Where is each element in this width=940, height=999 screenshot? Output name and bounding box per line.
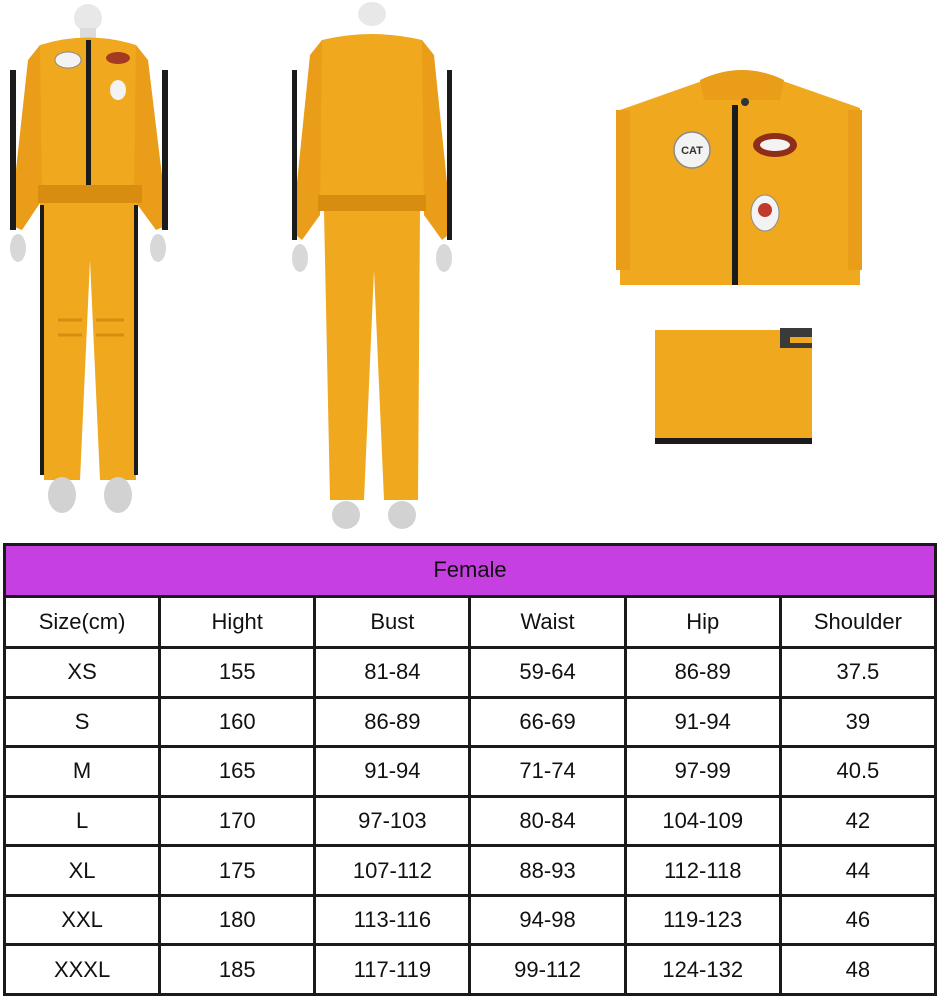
- cell-bust: 113-116: [315, 895, 470, 945]
- cell-bust: 107-112: [315, 846, 470, 896]
- cell-shoulder: 40.5: [780, 747, 935, 797]
- cell-shoulder: 39: [780, 697, 935, 747]
- cell-hight: 180: [160, 895, 315, 945]
- cell-bust: 97-103: [315, 796, 470, 846]
- cell-size: XL: [5, 846, 160, 896]
- table-row: [5, 945, 936, 995]
- cell-hip: 86-89: [625, 648, 780, 698]
- cell-shoulder: 44: [780, 846, 935, 896]
- table-row: [5, 747, 936, 797]
- cell-hip: 97-99: [625, 747, 780, 797]
- table-row: [5, 846, 936, 896]
- cell-hight: 160: [160, 697, 315, 747]
- cell-size: M: [5, 747, 160, 797]
- cell-waist: 80-84: [470, 796, 625, 846]
- cell-hight: 185: [160, 945, 315, 995]
- table-row: [5, 697, 936, 747]
- table-header-row: [5, 596, 936, 648]
- cell-waist: 88-93: [470, 846, 625, 896]
- cell-hip: 124-132: [625, 945, 780, 995]
- cell-bust: 86-89: [315, 697, 470, 747]
- table-row: [5, 648, 936, 698]
- front-view-image: [10, 4, 168, 513]
- header-shoulder: Shoulder: [780, 596, 935, 648]
- cell-waist: 99-112: [470, 945, 625, 995]
- table-row: [5, 895, 936, 945]
- cell-size: S: [5, 697, 160, 747]
- cell-hip: 119-123: [625, 895, 780, 945]
- cell-hight: 165: [160, 747, 315, 797]
- cell-size: XS: [5, 648, 160, 698]
- cell-bust: 117-119: [315, 945, 470, 995]
- cell-waist: 94-98: [470, 895, 625, 945]
- size-chart-table: [3, 543, 937, 996]
- cell-size: XXL: [5, 895, 160, 945]
- cell-shoulder: 48: [780, 945, 935, 995]
- cell-hip: 91-94: [625, 697, 780, 747]
- cell-size: L: [5, 796, 160, 846]
- belt-detail-image: [655, 328, 812, 444]
- cell-waist: 59-64: [470, 648, 625, 698]
- cell-shoulder: 42: [780, 796, 935, 846]
- cell-shoulder: 37.5: [780, 648, 935, 698]
- patch-text: CAT: [681, 145, 703, 157]
- table-title: Female: [5, 545, 936, 597]
- header-hight: Hight: [160, 596, 315, 648]
- cell-hight: 175: [160, 846, 315, 896]
- cell-bust: 81-84: [315, 648, 470, 698]
- header-bust: Bust: [315, 596, 470, 648]
- cell-waist: 71-74: [470, 747, 625, 797]
- cell-size: XXXL: [5, 945, 160, 995]
- table-row: [5, 796, 936, 846]
- header-size: Size(cm): [5, 596, 160, 648]
- header-hip: Hip: [625, 596, 780, 648]
- jacket-detail-image: [616, 70, 862, 285]
- cell-waist: 66-69: [470, 697, 625, 747]
- cell-hight: 155: [160, 648, 315, 698]
- cell-hip: 112-118: [625, 846, 780, 896]
- cell-hight: 170: [160, 796, 315, 846]
- header-waist: Waist: [470, 596, 625, 648]
- cell-shoulder: 46: [780, 895, 935, 945]
- cell-hip: 104-109: [625, 796, 780, 846]
- back-view-image: [292, 2, 452, 529]
- cell-bust: 91-94: [315, 747, 470, 797]
